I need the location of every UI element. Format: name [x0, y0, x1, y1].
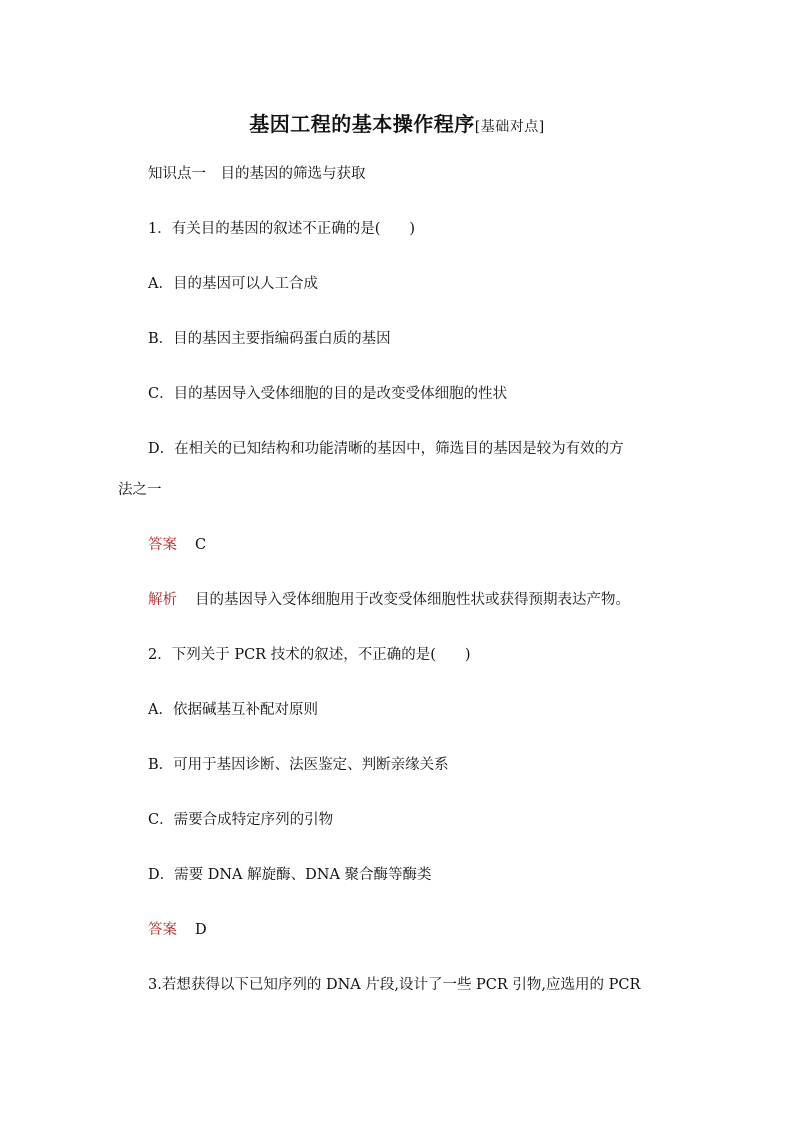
q2-option-a: A．依据碱基互补配对原则	[148, 702, 318, 718]
q1-answer-label: 答案	[148, 537, 177, 553]
q2-answer-label: 答案	[148, 922, 177, 938]
q1-option-d-line2: 法之一	[118, 482, 162, 498]
section-heading: 知识点一 目的基因的筛选与获取	[148, 166, 366, 182]
q1-analysis-row	[148, 590, 630, 610]
q3-stem: 3.若想获得以下已知序列的 DNA 片段,设计了一些 PCR 引物,应选用的 PCR	[148, 977, 641, 993]
q1-stem: 1．有关目的基因的叙述不正确的是( )	[148, 221, 416, 237]
q1-answer-value: C	[195, 537, 207, 553]
q1-analysis-text: 目的基因导入受体细胞用于改变受体细胞性状或获得预期表达产物。	[195, 592, 630, 608]
q1-option-b: B．目的基因主要指编码蛋白质的基因	[148, 331, 391, 347]
q2-option-c: C．需要合成特定序列的引物	[148, 812, 334, 828]
q2-option-b: B．可用于基因诊断、法医鉴定、判断亲缘关系	[148, 757, 449, 773]
q1-option-a: A．目的基因可以人工合成	[148, 276, 318, 292]
q2-option-d: D．需要 DNA 解旋酶、DNA 聚合酶等酶类	[148, 867, 432, 883]
title-main: 基因工程的基本操作程序	[249, 112, 475, 136]
q2-stem: 2．下列关于 PCR 技术的叙述，不正确的是( )	[148, 647, 471, 663]
page-title	[0, 108, 794, 137]
q1-option-d-line1: D．在相关的已知结构和功能清晰的基因中，筛选目的基因是较为有效的方	[148, 441, 624, 457]
q1-answer-row	[148, 535, 206, 555]
q1-analysis-label: 解析	[148, 592, 177, 608]
q2-answer-row	[148, 920, 207, 940]
title-tag: [基础对点]	[474, 119, 545, 135]
q2-answer-value: D	[195, 922, 207, 938]
q1-option-c: C．目的基因导入受体细胞的目的是改变受体细胞的性状	[148, 386, 508, 402]
